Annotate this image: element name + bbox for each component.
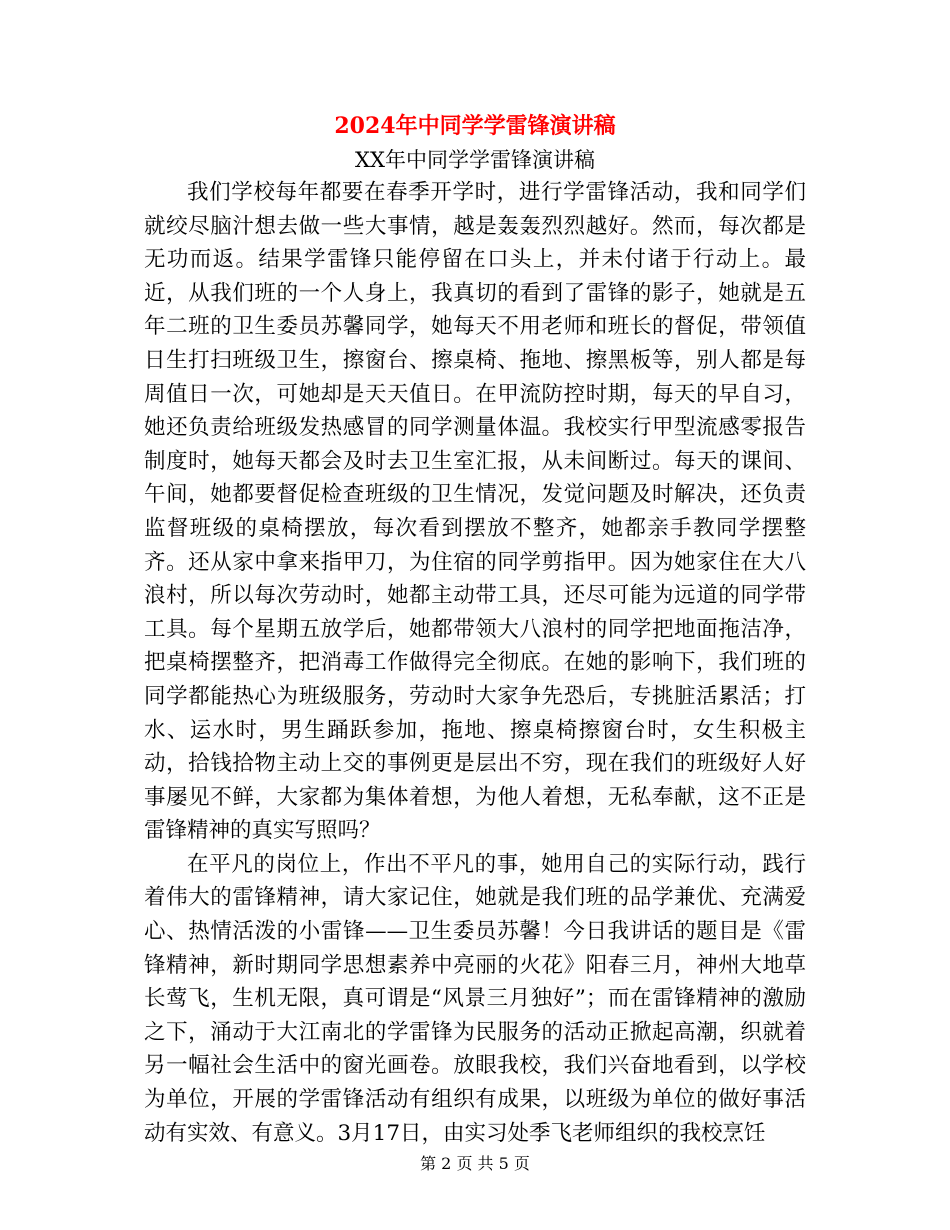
paragraph-2: 在平凡的岗位上，作出不平凡的事，她用自己的实际行动，践行着伟大的雷锋精神，请大家记住，她就是我们班的品学兼优、充满爱心、热情活泼的小雷锋——卫生委员苏馨！今日我讲话的题目是《雷锋精神，新时期同学思想素养中亮丽的火花》阳春三月，神州大地草长莺飞，生机无限，真可谓是“风景三月独好”；而在雷锋精神的激励之下，涌动于大江南北的学雷锋为民服务的活动正掀起高潮，织就着另一幅社会生活中的窗光画卷。放眼我校，我们兴奋地看到，以学校为单位，开展的学雷锋活动有组织有成果，以班级为单位的做好事活动有实效、有意义。3月17日，由实习处季飞老师组织的我校烹饪	[144, 851, 806, 1146]
document-title: 2024年中同学学雷锋演讲稿	[334, 113, 616, 139]
paragraph-1: 我们学校每年都要在春季开学时，进行学雷锋活动，我和同学们就绞尽脑汁想去做一些大事情，越是轰轰烈烈越好。然而，每次都是无功而返。结果学雷锋只能停留在口头上，并未付诸于行动上。最近，从我们班的一个人身上，我真切的看到了雷锋的影子，她就是五年二班的卫生委员苏馨同学，她每天不用老师和班长的督促，带领值日生打扫班级卫生，擦窗台、擦桌椅、拖地、擦黑板等，别人都是每周值日一次，可她却是天天值日。在甲流防控时期，每天的早自习，她还负责给班级发热感冒的同学测量体温。我校实行甲型流感零报告制度时，她每天都会及时去卫生室汇报，从未间断过。每天的课间、午间，她都要督促检查班级的卫生情况，发觉问题及时解决，还负责监督班级的桌椅摆放，每次看到摆放不整齐，她都亲手教同学摆整齐。还从家中拿来指甲刀，为住宿的同学剪指甲。因为她家住在大八浪村，所以每次劳动时，她都主动带工具，还尽可能为远道的同学带工具。每个星期五放学后，她都带领大八浪村的同学把地面拖洁净，把桌椅摆整齐，把消毒工作做得完全彻底。在她的影响下，我们班的同学都能热心为班级服务，劳动时大家争先恐后，专挑脏活累活；打水、运水时，男生踊跃参加，拖地、擦桌椅擦窗台时，女生积极主动，拾钱拾物主动上交的事例更是层出不穷，现在我们的班级好人好事屡见不鲜，大家都为集体着想，为他人着想，无私奉献，这不正是雷锋精神的真实写照吗？	[144, 180, 806, 844]
document-body	[144, 176, 806, 1150]
page-number: 第 2 页 共 5 页	[420, 1154, 530, 1173]
document-subtitle: XX年中同学学雷锋演讲稿	[355, 148, 595, 172]
